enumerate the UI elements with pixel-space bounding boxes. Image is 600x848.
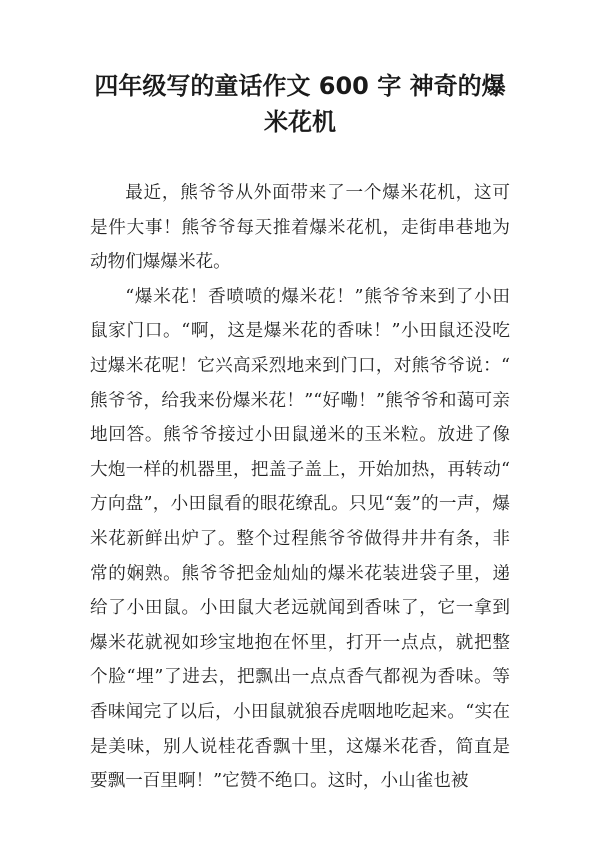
document-body <box>90 176 510 799</box>
document-title: 四年级写的童话作文 600 字 神奇的爆米花机 <box>94 72 506 136</box>
paragraph-1: 最近，熊爷爷从外面带来了一个爆米花机，这可是件大事！熊爷爷每天推着爆米花机，走街串巷地为动物们爆爆米花。 <box>90 183 510 273</box>
paragraph-2: “爆米花！香喷喷的爆米花！”熊爷爷来到了小田鼠家门口。“啊，这是爆米花的香味！”小田鼠还没吃过爆米花呢！它兴高采烈地来到门口，对熊爷爷说：“熊爷爷，给我来份爆米花！”“好嘞！”熊爷爷和蔼可亲地回答。熊爷爷接过小田鼠递米的玉米粒。放进了像大炮一样的机器里，把盖子盖上，开始加热，再转动“方向盘”，小田鼠看的眼花缭乱。只见“轰”的一声，爆米花新鲜出炉了。整个过程熊爷爷做得井井有条，非常的娴熟。熊爷爷把金灿灿的爆米花装进袋子里，递给了小田鼠。小田鼠大老远就闻到香味了，它一拿到爆米花就视如珍宝地抱在怀里，打开一点点，就把整个脸“埋”了进去，把飘出一点点香气都视为香味。等香味闻完了以后，小田鼠就狼吞虎咽地吃起来。“实在是美味，别人说桂花香飘十里，这爆米花香，简直是要飘一百里啊！”它赞不绝口。这时，小山雀也被 <box>90 286 510 792</box>
